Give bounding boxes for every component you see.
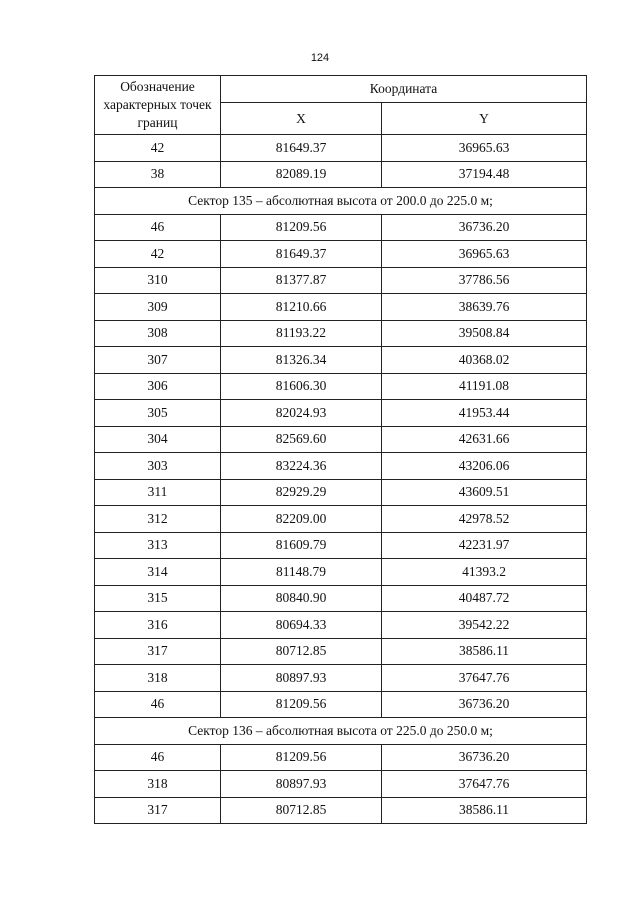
x-cell: 82209.00 [221, 506, 382, 533]
table-row [95, 267, 587, 294]
table-row [95, 373, 587, 400]
point-cell: 317 [95, 797, 221, 824]
table-row [95, 506, 587, 533]
table-row [95, 347, 587, 374]
y-cell: 38639.76 [382, 294, 587, 321]
table-row [95, 638, 587, 665]
x-cell: 80897.93 [221, 665, 382, 692]
point-cell: 46 [95, 691, 221, 718]
y-cell: 37647.76 [382, 665, 587, 692]
x-cell: 81649.37 [221, 135, 382, 162]
header-designation: Обозначение характерных точек границ [95, 76, 221, 135]
point-cell: 309 [95, 294, 221, 321]
coordinates-table [94, 75, 587, 824]
header-x: X [221, 103, 382, 135]
table-row [95, 585, 587, 612]
header-y: Y [382, 103, 587, 135]
x-cell: 80712.85 [221, 797, 382, 824]
table-row [95, 559, 587, 586]
point-cell: 305 [95, 400, 221, 427]
table-row [95, 320, 587, 347]
x-cell: 82089.19 [221, 161, 382, 188]
point-cell: 307 [95, 347, 221, 374]
point-cell: 316 [95, 612, 221, 639]
point-cell: 318 [95, 665, 221, 692]
table-body [95, 135, 587, 824]
table-row [95, 241, 587, 268]
y-cell: 37194.48 [382, 161, 587, 188]
table-row [95, 479, 587, 506]
y-cell: 36736.20 [382, 744, 587, 771]
x-cell: 81606.30 [221, 373, 382, 400]
point-cell: 313 [95, 532, 221, 559]
x-cell: 81326.34 [221, 347, 382, 374]
table-row [95, 294, 587, 321]
point-cell: 318 [95, 771, 221, 798]
table-row [95, 135, 587, 162]
y-cell: 40368.02 [382, 347, 587, 374]
table-row [95, 214, 587, 241]
x-cell: 81209.56 [221, 744, 382, 771]
table-row [95, 400, 587, 427]
x-cell: 81193.22 [221, 320, 382, 347]
point-cell: 312 [95, 506, 221, 533]
point-cell: 42 [95, 135, 221, 162]
point-cell: 311 [95, 479, 221, 506]
x-cell: 80897.93 [221, 771, 382, 798]
table-row [95, 453, 587, 480]
y-cell: 43206.06 [382, 453, 587, 480]
x-cell: 81609.79 [221, 532, 382, 559]
y-cell: 42231.97 [382, 532, 587, 559]
x-cell: 81209.56 [221, 214, 382, 241]
table-row [95, 665, 587, 692]
y-cell: 36965.63 [382, 135, 587, 162]
point-cell: 310 [95, 267, 221, 294]
x-cell: 81377.87 [221, 267, 382, 294]
point-cell: 46 [95, 214, 221, 241]
y-cell: 41191.08 [382, 373, 587, 400]
point-cell: 46 [95, 744, 221, 771]
x-cell: 80840.90 [221, 585, 382, 612]
point-cell: 317 [95, 638, 221, 665]
table-row [95, 691, 587, 718]
y-cell: 36736.20 [382, 691, 587, 718]
x-cell: 81210.66 [221, 294, 382, 321]
y-cell: 36965.63 [382, 241, 587, 268]
y-cell: 36736.20 [382, 214, 587, 241]
y-cell: 42978.52 [382, 506, 587, 533]
point-cell: 315 [95, 585, 221, 612]
table-row [95, 161, 587, 188]
y-cell: 38586.11 [382, 797, 587, 824]
x-cell: 80694.33 [221, 612, 382, 639]
x-cell: 81148.79 [221, 559, 382, 586]
table-row [95, 532, 587, 559]
y-cell: 39508.84 [382, 320, 587, 347]
y-cell: 38586.11 [382, 638, 587, 665]
x-cell: 82569.60 [221, 426, 382, 453]
x-cell: 81209.56 [221, 691, 382, 718]
y-cell: 40487.72 [382, 585, 587, 612]
y-cell: 37647.76 [382, 771, 587, 798]
y-cell: 43609.51 [382, 479, 587, 506]
point-cell: 38 [95, 161, 221, 188]
sector-row [95, 718, 587, 745]
sector-row [95, 188, 587, 215]
point-cell: 306 [95, 373, 221, 400]
table-row [95, 771, 587, 798]
point-cell: 303 [95, 453, 221, 480]
table-row [95, 612, 587, 639]
x-cell: 81649.37 [221, 241, 382, 268]
y-cell: 39542.22 [382, 612, 587, 639]
table-row [95, 744, 587, 771]
y-cell: 37786.56 [382, 267, 587, 294]
x-cell: 80712.85 [221, 638, 382, 665]
x-cell: 82929.29 [221, 479, 382, 506]
page-number: 124 [310, 52, 330, 64]
point-cell: 304 [95, 426, 221, 453]
point-cell: 314 [95, 559, 221, 586]
y-cell: 41393.2 [382, 559, 587, 586]
x-cell: 82024.93 [221, 400, 382, 427]
table-row [95, 426, 587, 453]
header-coordinate: Координата [221, 76, 587, 103]
y-cell: 41953.44 [382, 400, 587, 427]
sector-caption: Сектор 135 – абсолютная высота от 200.0 до 225.0 м; [95, 188, 587, 215]
x-cell: 83224.36 [221, 453, 382, 480]
sector-caption: Сектор 136 – абсолютная высота от 225.0 до 250.0 м; [95, 718, 587, 745]
y-cell: 42631.66 [382, 426, 587, 453]
point-cell: 308 [95, 320, 221, 347]
point-cell: 42 [95, 241, 221, 268]
table-row [95, 797, 587, 824]
